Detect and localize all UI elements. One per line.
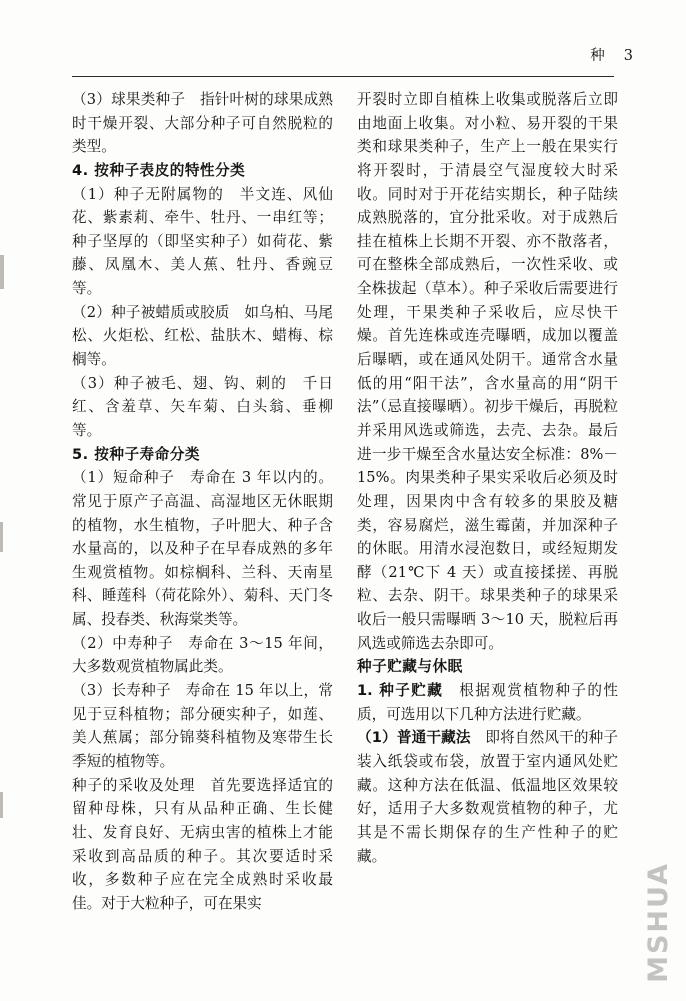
paragraph: （2）种子被蜡质或胶质 如乌柏、马尾松、火炬松、红松、盐肤木、蜡梅、棕榈等。 bbox=[72, 303, 333, 369]
paragraph: （2）中寿种子 寿命在 3～15 年间，大多数观赏植物属此类。 bbox=[72, 634, 333, 676]
paragraph: （1）短命种子 寿命在 3 年以内的。常见于原产子高温、高湿地区无休眠期的植物，水生植物，子叶肥大、种子含水量高的，以及种子在早春成熟的多年生观赏植物。如棕榈科、兰科、天南星科、睡莲科（荷花除外）、菊科、天门冬属、投春类、秋海棠类等。 bbox=[72, 469, 333, 629]
paragraph bbox=[357, 726, 618, 868]
section-heading: 4. 按种子表皮的特性分类 bbox=[72, 161, 246, 179]
paragraph: （3）球果类种子 指针叶树的球果成熟时干燥开裂、大部分种子可自然脱粒的类型。 bbox=[72, 91, 333, 156]
paragraph-text: 即将自然风干的种子装入纸袋或布袋，放置于室内通风处贮藏。这种方法在低温、低温地区效果较好，适用子大多数观赏植物的种子，尤其是不需长期保存的生产性种子的贮藏。 bbox=[357, 729, 618, 865]
page-number: 3 bbox=[623, 48, 634, 64]
header-rule bbox=[72, 76, 614, 77]
paragraph bbox=[357, 679, 618, 726]
paragraph-text: 根据观赏植物种子的性质，可选用以下几种方法进行贮藏。 bbox=[357, 682, 618, 723]
paragraph: （1）种子无附属物的 半文连、风仙花、紫素莉、牵牛、牡丹、一串红等；种子坚厚的（即坚实种子）如荷花、紫藤、凤凰木、美人蕉、牡丹、香豌豆等。 bbox=[72, 185, 333, 298]
watermark: MSHUA bbox=[643, 862, 674, 983]
scan-edge-mark-left-top bbox=[0, 255, 4, 289]
paragraph: 开裂时立即自植株上收集或脱落后立即由地面上收集。对小粒、易开裂的干果类和球果类种子，生产上一般在果实行将开裂时，于清晨空气湿度较大时采收。同时对于开花结实期长，种子陆续成熟脱落的，宜分批采收。对于成熟后挂在植株上长期不开裂、亦不散落者，可在整株全部成熟后，一次性采收、或全株拔起（草本）。种子采收后需要进行处理，干果类种子采收后，应尽快干燥。首先连株或连壳曝晒，成加以覆盖后曝晒，或在通风处阴干。通常含水量低的用“阳干法”，含水量高的用“阴干法”（忌直接曝晒）。初步干燥后，再脱粒并采用风选或筛选，去壳、去杂。最后进一步干燥至含水量达安全标准：8%－15%。肉果类种子果实采收后必须及时处理，因果肉中含有较多的果胶及糖类，容易腐烂，滋生霉菌，并加深种子的休眠。用清水浸泡数日，或经短期发酵（21℃下 4 天）或直接揉搓、再脱粒、去杂、阴干。球果类种子的球果采收后一般只需曝晒 3～10 天，脱粒后再风选或筛选去杂即可。 bbox=[357, 91, 618, 652]
section-heading: 5. 按种子寿命分类 bbox=[72, 445, 200, 463]
right-text-column bbox=[357, 88, 618, 958]
paragraph: 种子的采收及处理 首先要选择适宜的留种母株，只有从品种正确、生长健壮、发育良好、无病虫害的植株上才能采收到高品质的种子。其次要适时采收，多数种子应在完全成熟时采收最佳。对于大粒种子，可在果实 bbox=[72, 776, 333, 912]
paragraph: （3）长寿种子 寿命在 15 年以上，常见于豆科植物；部分硬实种子，如莲、美人蕉属；部分锦葵科植物及寒带生长季短的植物等。 bbox=[72, 682, 333, 770]
paragraph-lead-label: （1）普通干藏法 bbox=[357, 729, 471, 747]
paragraph-lead-label: 1. 种子贮藏 bbox=[357, 682, 444, 700]
scan-edge-mark-left-bottom bbox=[0, 792, 3, 818]
page-header bbox=[590, 44, 634, 65]
paragraph: （3）种子被毛、翅、钩、刺的 千日红、含羞草、矢车菊、白头翁、垂柳等。 bbox=[72, 374, 333, 439]
left-text-column bbox=[72, 88, 333, 958]
scan-edge-mark-left-mid bbox=[0, 522, 3, 552]
body-columns bbox=[72, 88, 618, 958]
section-heading: 种子贮藏与休眠 bbox=[357, 658, 463, 676]
header-label: 种 bbox=[590, 48, 606, 64]
